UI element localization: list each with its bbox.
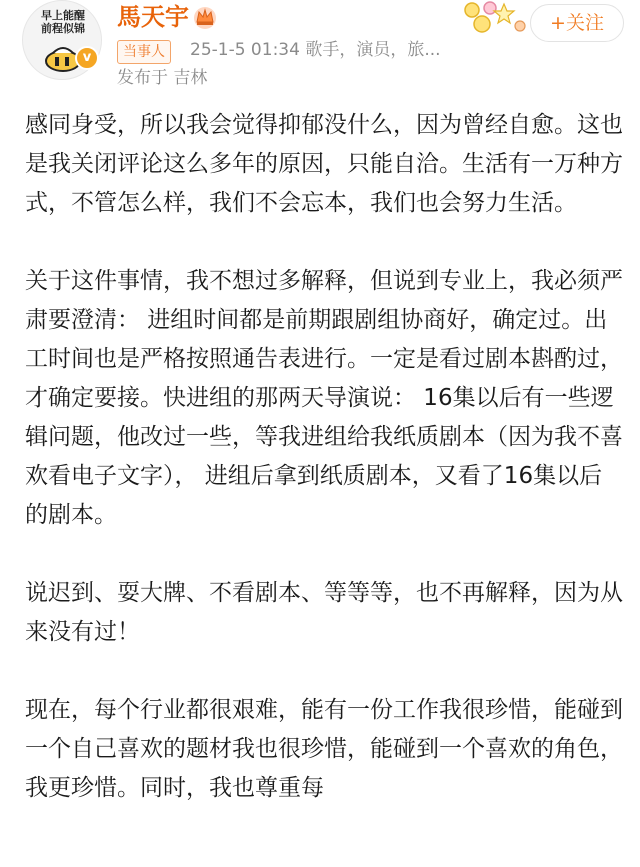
avatar-caption-line2: 前程似锦 (41, 22, 85, 35)
username[interactable]: 馬天宇 (117, 3, 189, 31)
avatar-caption-line1: 早上能醒 (41, 9, 85, 22)
post-location: 发布于 吉林 (117, 68, 208, 88)
post-paragraph: 说迟到、耍大牌、不看剧本、等等等，也不再解释，因为从来没有过！ (25, 580, 623, 645)
post-paragraph: 现在，每个行业都很艰难，能有一份工作我很珍惜，能碰到一个自己喜欢的题材我也很珍惜，能碰到一个喜欢的角色，我更珍惜。同时，我也尊重每 (25, 697, 623, 801)
post-header (0, 0, 640, 100)
crown-icon (192, 5, 218, 29)
cartoon-decoration-icon (462, 0, 532, 36)
post-body (25, 106, 625, 808)
verified-badge-icon: v (75, 46, 99, 70)
role-badge: 当事人 (117, 40, 171, 64)
post-paragraph: 关于这件事情，我不想过多解释，但说到专业上，我必须严肃要澄清： 进组时间都是前期跟剧组协商好，确定过。出工时间也是严格按照通告表进行。一定是看过剧本斟酌过，才确定要接。快进组的那两天导演说： 16集以后有一些逻辑问题，他改过一些，等我进组给我纸质剧本（因为我不喜欢看电子文字）， 进组后拿到纸质剧本，又看了16集以后的剧本。 (25, 268, 623, 528)
follow-button[interactable]: +关注 (530, 4, 624, 42)
avatar-caption (31, 9, 95, 35)
post-meta: 25-1-5 01:34 歌手，演员，旅... (190, 40, 441, 60)
post-paragraph: 感同身受，所以我会觉得抑郁没什么，因为曾经自愈。这也是我关闭评论这么多年的原因，只能自洽。生活有一万种方式，不管怎么样，我们不会忘本，我们也会努力生活。 (25, 112, 623, 216)
